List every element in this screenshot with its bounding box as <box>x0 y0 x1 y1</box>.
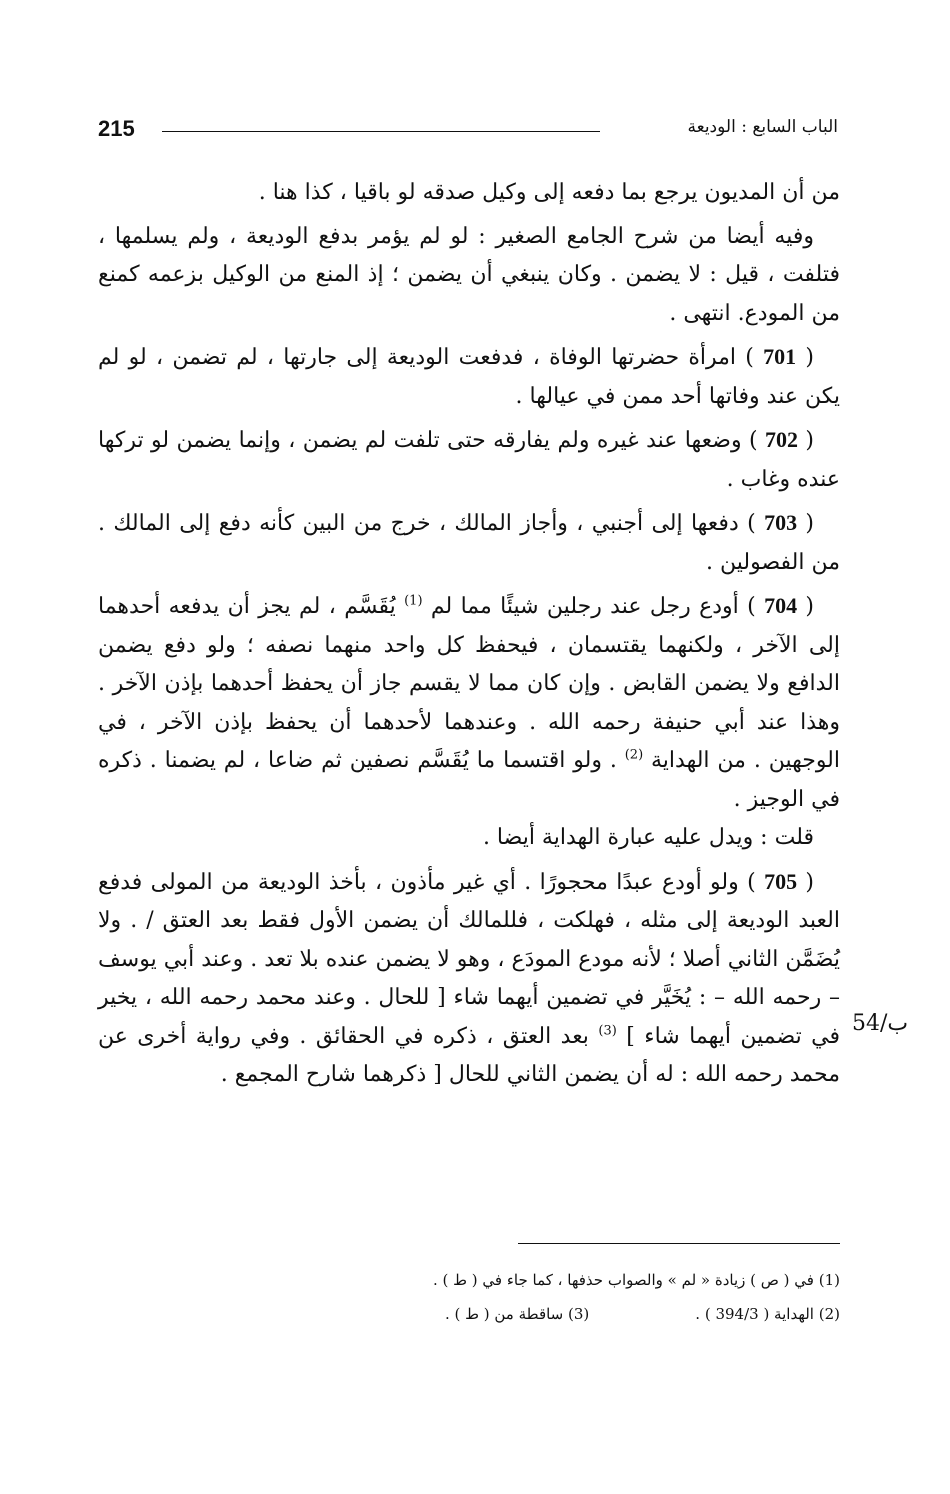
paren-open: ( <box>797 594 815 619</box>
paragraph-7: قلت : ويدل عليه عبارة الهداية أيضا . <box>482 825 814 850</box>
item-text-704-b: يُقَسَّم ، لم يجز أن يدفعه أحدهما إلى الآخر ، ولكنهما يقتسمان ، فيحفظ كل واحد منهما نصفه ؛ ولو دفع يضمن الدافع ولا يضمن القابض . وإن كان مما لا يقسم جاز أن يحفظ أحدهما بإذن الآخر . وهذا عند أبي حنيفة رحمه الله . وعندهما لأحدهما أن يحفظ بإذن الآخر ، في الوجهين . من الهداية <box>98 594 841 773</box>
paragraph-703 <box>98 504 840 582</box>
footnote-ref-3[interactable]: (3) <box>598 1023 617 1039</box>
paragraph-701 <box>98 338 840 416</box>
footnote-separator <box>518 1243 840 1244</box>
header-rule <box>162 131 600 132</box>
item-text-703: ) دفعها إلى أجنبي ، وأجاز المالك ، خرج من البين كأنه دفع إلى المالك . من الفصولين . <box>98 511 840 575</box>
paren-open: ( <box>798 428 814 453</box>
item-text-704-a: ) أودع رجل عند رجلين شيئًا مما لم <box>422 594 765 619</box>
footnote-2: (2) الهداية ( 394/3 ) . <box>695 1305 840 1323</box>
paren-open: ( <box>797 511 815 536</box>
page-number: 215 <box>98 116 135 141</box>
footnote-1: (1) في ( ص ) زيادة « لم » والصواب حذفها ، كما جاء في ( ط ) . <box>433 1271 840 1289</box>
item-number-704: 704 <box>764 593 798 618</box>
item-text-705-a: ) ولو أودع عبدًا محجورًا . أي غير مأذون ، بأخذ الوديعة من المولى فدفع العبد الوديعة إلى مثله ، فهلكت ، فللمالك أن يضمن الأول فقط بعد العتق / . ولا يُضَمَّن الثاني أصلا ؛ لأنه مودع المودَع ، وهو لا يضمن عنده بلا تعد . وعند أبي يوسف – رحمه الله – : يُخَيَّر في تضمين أيهما شاء [ للحال . وعند محمد رحمه الله ، يخير في تضمين أيهما شاء ] <box>98 869 840 1049</box>
paren-open: ( <box>796 345 814 370</box>
footnote-ref-1[interactable]: (1) <box>404 593 423 609</box>
paren-open: ( <box>797 869 815 895</box>
paragraph-2: وفيه أيضا من شرح الجامع الصغير : لو لم يؤمر بدفع الوديعة ، ولم يسلمها ، فتلفت ، قيل : لا يضمن . وكان ينبغي أن يضمن ؛ إذ المنع من الوكيل بزعمه كمنع من المودع. انتهى . <box>98 223 840 326</box>
item-text-704-c: . ولو اقتسما ما يُقَسَّم نصفين ثم ضاعا ، لم يضمنا . ذكره في الوجيز . <box>98 748 840 812</box>
item-number-705: 705 <box>764 868 798 894</box>
footnote-ref-2[interactable]: (2) <box>624 747 644 763</box>
paragraph-1: من أن المديون يرجع بما دفعه إلى وكيل صدقه لو باقيا ، كذا هنا . <box>258 180 840 205</box>
chapter-title: الباب السابع : الوديعة <box>687 117 838 137</box>
item-number-702: 702 <box>765 427 798 452</box>
manuscript-folio-note: 54/ب <box>852 1011 909 1036</box>
paragraph-705 <box>98 863 840 1095</box>
paragraph-704 <box>98 587 840 819</box>
item-text-705-b: بعد العتق ، ذكره في الحقائق . وفي رواية أخرى عن محمد رحمه الله : له أن يضمن الثاني للحال [ ذكرهما شارح المجمع . <box>98 1023 840 1087</box>
item-number-701: 701 <box>763 344 797 369</box>
item-text-702: ) وضعها عند غيره ولم يفارقه حتى تلفت لم يضمن ، وإنما يضمن لو تركها عنده وغاب . <box>98 428 840 492</box>
footnotes <box>98 1263 840 1331</box>
paragraph-702 <box>98 421 840 499</box>
item-text-701: ) امرأة حضرتها الوفاة ، فدفعت الوديعة إلى جارتها ، لم تضمن ، لو لم يكن عند وفاتها أحد ممن في عيالها . <box>98 345 840 409</box>
footnote-row-2 <box>98 1297 840 1331</box>
body-text <box>98 174 840 1095</box>
item-number-703: 703 <box>764 510 798 535</box>
footnote-3: (3) ساقطة من ( ط ) . <box>444 1305 590 1323</box>
page-header <box>98 116 838 146</box>
